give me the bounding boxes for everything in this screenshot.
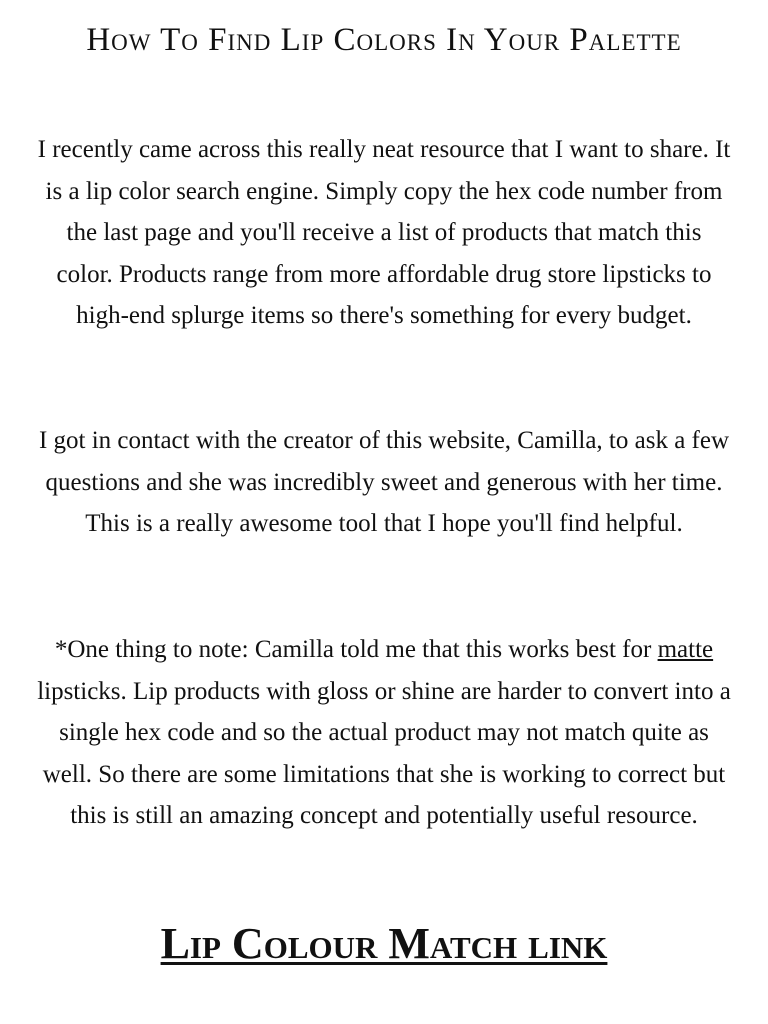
- note-text-after: lipsticks. Lip products with gloss or shine are harder to convert into a single hex code and so the actual product may not match quite as well. So there are some limitations that she is working to correct but this is still an amazing concept and potentially useful resource.: [37, 677, 731, 830]
- intro-paragraph: I recently came across this really neat resource that I want to share. It is a lip color search engine. Simply copy the hex code number from the last page and you'll receive a list of products that match this color. Products range from more affordable drug store lipsticks to high-end splurge items so there's something for every budget.: [37, 136, 731, 330]
- note-paragraph: [36, 629, 732, 837]
- page-title: How To Find Lip Colors In Your Palette: [86, 22, 682, 58]
- lip-colour-match-link[interactable]: Lip Colour Match link: [160, 919, 608, 968]
- creator-paragraph: I got in contact with the creator of this website, Camilla, to ask a few questions and she was incredibly sweet and generous with her time. This is a really awesome tool that I hope you'll find helpful.: [38, 427, 730, 538]
- note-text-before: *One thing to note: Camilla told me that this works best for: [54, 636, 658, 663]
- matte-emphasis: matte: [657, 636, 714, 663]
